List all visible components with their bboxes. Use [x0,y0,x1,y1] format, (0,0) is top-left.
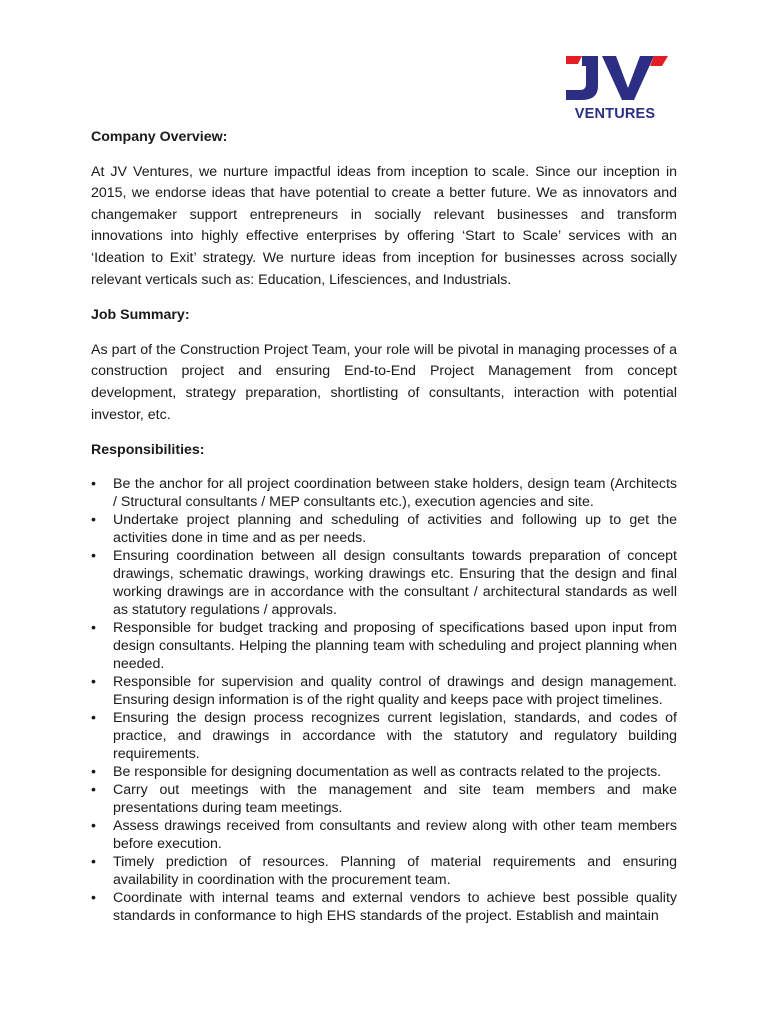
logo-wordmark: VENTURES [574,106,656,122]
bullet-icon: • [91,475,96,492]
list-item [91,475,677,511]
list-item [91,853,677,889]
list-item [91,511,677,547]
job-summary-heading: Job Summary: [91,307,190,324]
bullet-icon: • [91,511,96,528]
list-item-text: Undertake project planning and scheduling of activities and following up to get the activities done in time and as per needs. [113,511,677,546]
bullet-icon: • [91,853,96,870]
job-summary-text: As part of the Construction Project Team, your role will be pivotal in managing processes of a construction project and ensuring End-to-End Project Management from concept development, strategy preparation, shortlisting of consultants, interaction with potential investor, etc. [91,341,677,423]
bullet-icon: • [91,763,96,780]
bullet-icon: • [91,889,96,906]
bullet-icon: • [91,709,96,726]
jv-ventures-logo [562,54,672,126]
jv-logo-mark [562,54,672,104]
bullet-icon: • [91,619,96,636]
list-item [91,619,677,673]
list-item [91,763,677,781]
list-item-text: Assess drawings received from consultants and review along with other team members before execution. [113,817,677,852]
list-item [91,817,677,853]
document-body [91,127,677,925]
bullet-icon: • [91,547,96,564]
list-item-text: Responsible for supervision and quality control of drawings and design management. Ensuring design information is of the right quality and keeps pace with project timelines. [113,673,677,708]
responsibilities-list [91,475,677,925]
list-item [91,889,677,925]
list-item-text: Ensuring the design process recognizes current legislation, standards, and codes of practice, and drawings in accordance with the statutory and regulatory building requirements. [113,709,677,762]
list-item-text: Ensuring coordination between all design consultants towards preparation of concept drawings, schematic drawings, working drawings etc. Ensuring that the design and final working drawings are in accordance with the consultant / architectural standards as well as statutory regulations / approvals. [113,547,677,618]
list-item [91,547,677,619]
responsibilities-heading: Responsibilities: [91,442,205,459]
list-item [91,781,677,817]
list-item-text: Be the anchor for all project coordination between stake holders, design team (Architects / Structural consultants / MEP consultants etc.), execution agencies and site. [113,475,677,510]
list-item-text: Responsible for budget tracking and proposing of specifications based upon input from design consultants. Helping the planning team with scheduling and project planning when needed. [113,619,677,672]
list-item-text: Timely prediction of resources. Planning of material requirements and ensuring availability in coordination with the procurement team. [113,853,677,888]
list-item-text: Coordinate with internal teams and external vendors to achieve best possible quality standards in conformance to high EHS standards of the project. Establish and maintain [113,889,677,924]
bullet-icon: • [91,817,96,834]
bullet-icon: • [91,673,96,690]
list-item-text: Carry out meetings with the management and site team members and make presentations during team meetings. [113,781,677,816]
list-item [91,709,677,763]
list-item-text: Be responsible for designing documentation as well as contracts related to the projects. [113,763,662,780]
company-overview-text: At JV Ventures, we nurture impactful ideas from inception to scale. Since our inception in 2015, we endorse ideas that have potential to create a better future. We as innovators and changemaker support entrepreneurs in socially relevant businesses and transform innovations into highly effective enterprises by offering ‘Start to Scale’ services with an ‘Ideation to Exit’ strategy. We nurture ideas from inception for businesses across socially relevant verticals such as: Education, Lifesciences, and Industrials. [91,163,677,288]
company-overview-heading: Company Overview: [91,129,228,145]
list-item [91,673,677,709]
bullet-icon: • [91,781,96,798]
